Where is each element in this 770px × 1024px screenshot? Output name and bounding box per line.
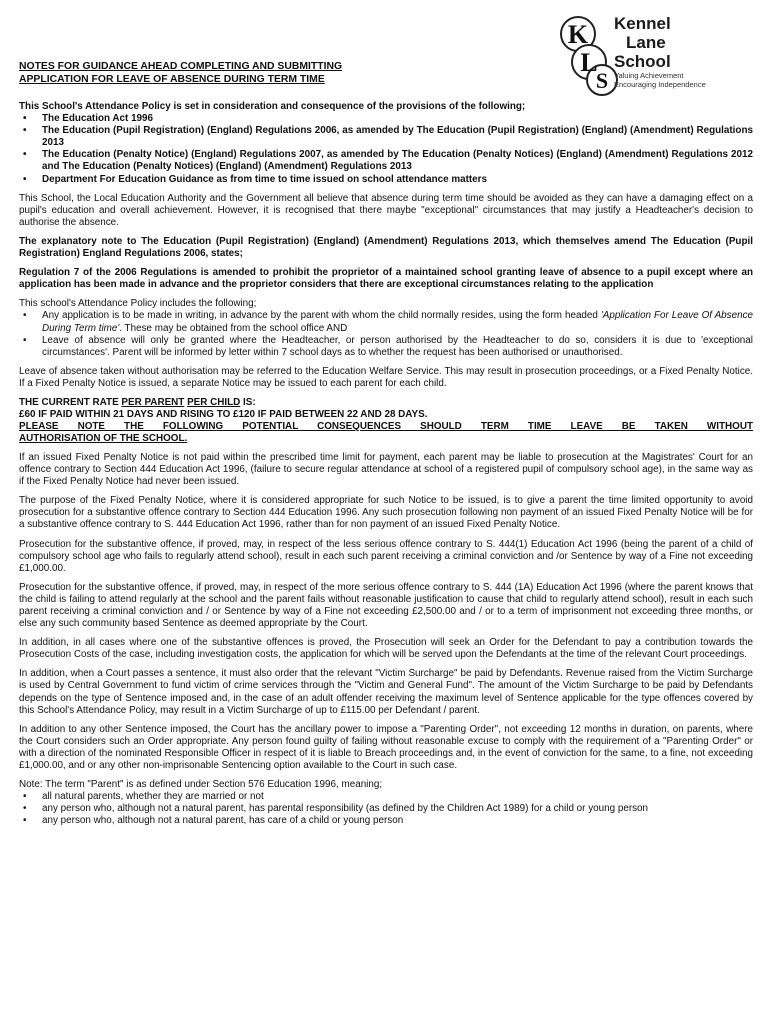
penalty-rate-amounts: £60 IF PAID WITHIN 21 DAYS AND RISING TO £120 IF PAID BETWEEN 22 AND 28 DAYS.: [19, 408, 428, 420]
paragraph-not-paid: If an issued Fixed Penalty Notice is not paid within the prescribed time limit for payment, each parent may be liable to prosecution at the Magistrates' Court for an offence contrary to Section 444 Education Act 1996, (failure to secure regular attendance at school of a registered pupil of compulsory school age), in the same way as if the Fixed Penalty Notice had never been issued.: [19, 451, 753, 488]
legislation-item: • The Education Act 1996: [19, 113, 753, 125]
legislation-item: • The Education (Penalty Notice) (England) Regulations 2007, as amended by The Education (Penalty Notices) (England) (Amendment) Regulations 2012 and The Education (Penalty Notices) (England) (Amendment) Regulations 2013: [19, 149, 753, 173]
policy-item-application-tail: . These may be obtained from the school office AND: [119, 322, 348, 334]
policy-item-authorisation: • Leave of absence will only be granted where the Headteacher, or person authorised by the Headteacher to do so, considers it is due to 'exceptional circumstances'. Parent will be informed by letter within 7 school days as to whether the request has been authorised or unauthorised.: [19, 335, 753, 359]
application-form-name: 'Application For Leave Of Absence During Term time': [42, 310, 754, 334]
document-title: [19, 60, 439, 86]
paragraph-purpose: The purpose of the Fixed Penalty Notice, where it is considered appropriate for such Notice to be issued, is to give a parent the time limited opportunity to avoid prosecution for a substantive offence contrary to Section 444 Education 1996. Any such prosecution following non payment of an issued Fixed Penalty Notice will be for a substantive offence contrary to S. 444 Education Act 1996, rather than for non payment of an issued Fixed Penalty Notice.: [19, 495, 753, 531]
rate-prefix: THE CURRENT RATE: [19, 396, 122, 408]
consequences-warning-end: AUTHORISATION OF THE SCHOOL.: [19, 432, 188, 444]
parent-definition-list: [19, 791, 753, 827]
legislation-item: • Department For Education Guidance as from time to time issued on school attendance matters: [19, 174, 753, 186]
rate-per-child: PER CHILD: [187, 396, 241, 408]
paragraph-explanatory-note: The explanatory note to The Education (Pupil Registration) (England) (Amendment) Regulations 2013, which themselves amend The Education (Pupil Registration) England Regulations 2006, states;: [19, 235, 753, 260]
legislation-list: [19, 113, 753, 186]
parent-definition-item: • all natural parents, whether they are married or not: [19, 791, 753, 803]
attendance-policy-list: [19, 310, 753, 358]
rate-per-parent: PER PARENT: [121, 396, 185, 408]
school-name-line-3: School: [614, 52, 671, 71]
consequences-warning: PLEASE NOTE THE FOLLOWING POTENTIAL CONSEQUENCES SHOULD TERM TIME LEAVE BE TAKEN WITHOUT: [19, 420, 753, 432]
paragraph-prosecution-costs: In addition, in all cases where one of the substantive offences is proved, the Prosecution will seek an Order for the Defendant to pay a contribution towards the Prosecution Costs of the case, including investigation costs, the application for which will be served upon the Defendants at the time of the relevant Court proceedings.: [19, 637, 753, 661]
document-title-line-2: APPLICATION FOR LEAVE OF ABSENCE DURING TERM TIME: [19, 74, 325, 85]
parent-definition-item: • any person who, although not a natural parent, has parental responsibility (as defined by the Children Act 1989) for a child or young person: [19, 803, 753, 815]
school-name-line-2: Lane: [626, 33, 666, 52]
policy-item-application: [19, 310, 753, 334]
policy-intro: This School's Attendance Policy is set in consideration and consequence of the provisions of the following;: [19, 101, 526, 112]
paragraph-parenting-order: In addition to any other Sentence imposed, the Court has the ancillary power to impose a "Parenting Order", not exceeding 12 months in duration, on parents, where the Court considers such an Order appropriate. Any person found guilty of failing without reasonable excuse to comply with the requirement of a "Parenting Order" or with a direction of the nominated Responsible Officer in respect of it is liable to Breach proceedings and, in the event of conviction for the same, to a fine, not exceeding £1,000.00, and or any other non-imprisonable Sentencing option available to the Court in such case.: [19, 723, 753, 772]
penalty-rate-block: [19, 397, 753, 445]
penalty-rate-heading: [19, 397, 753, 409]
document-title-line-1: NOTES FOR GUIDANCE AHEAD COMPLETING AND SUBMITTING: [19, 61, 343, 72]
parent-definition-intro: Note: The term "Parent" is as defined under Section 576 Education 1996, meaning;: [19, 779, 383, 791]
school-tagline-1: Valuing Achievement: [614, 71, 684, 80]
logo-letter-k: K: [567, 20, 589, 49]
paragraph-victim-surcharge: In addition, when a Court passes a sentence, it must also order that the relevant "Victim Surcharge" be paid by Defendants. Revenue raised from the Victim Surcharge is used by Central Government to fund victim of crime services through the "Victim and General Fund". The amount of the Victim Surcharge to be paid by Defendants depends on the type of Sentence imposed and, in the case of an adult offender receiving the maximum level of Sentence applicable for the type offences covered by this School's Attendance Policy, may result in a Victim Surcharge of up to £115.00 per Defendant / parent.: [19, 668, 753, 716]
paragraph-regulation-7: Regulation 7 of the 2006 Regulations is amended to prohibit the proprietor of a maintained school granting leave of absence to a pupil except where an application has been made in advance and the proprietor considers that there are exceptional circumstances relating to the application: [19, 267, 753, 291]
paragraph-more-serious-offence: Prosecution for the substantive offence, if proved, may, in respect of the more serious offence contrary to S. 444 (1A) Education Act 1996 (where the parent knows that the child is failing to attend regularly at the school and the parent fails without reasonable justification to cause that child to regularly attend school), result in each such parent receiving a criminal conviction and / or Sentence by way of a Fine not exceeding £2,500.00 and / or to a term of imprisonment not exceeding three months, or else any such community based Sentence as deemed appropriate by the Court.: [19, 581, 753, 630]
school-name-block: [614, 14, 706, 89]
school-tagline-2: Encouraging Independence: [614, 80, 706, 89]
school-name-line-1: Kennel: [614, 14, 671, 33]
paragraph-less-serious-offence: Prosecution for the substantive offence, if proved, may, in respect of the less serious offence contrary to S. 444(1) Education Act 1996 (being the parent of a child of compulsory school age who fails to regularly attend school), result in each such parent receiving a criminal conviction and /or Sentence by way of a Fine not exceeding £1,000.00.: [19, 538, 753, 574]
rate-suffix: IS:: [240, 396, 256, 408]
parent-definition-item: • any person who, although not a natural parent, has care of a child or young person: [19, 815, 753, 827]
legislation-item: • The Education (Pupil Registration) (England) Regulations 2006, as amended by The Education (Pupil Registration) (England) (Amendment) Regulations 2013: [19, 125, 753, 149]
logo-letter-l: L: [580, 48, 598, 77]
document-body: [19, 101, 753, 835]
attendance-policy-intro: This school's Attendance Policy includes the following;: [19, 298, 257, 310]
logo-letter-s: S: [595, 68, 609, 93]
paragraph-unauthorised-leave: Leave of absence taken without authorisation may be referred to the Education Welfare Service. This may result in prosecution proceedings, or a Fixed Penalty Notice. If a Fixed Penalty Notice is issued, a separate Notice may be issued to each parent for each child.: [19, 365, 753, 389]
policy-item-application-text: Any application is to be made in writing, in advance by the parent with whom the child normally resides, using the form headed: [42, 310, 601, 322]
paragraph-belief: This School, the Local Education Authority and the Government all believe that absence during term time should be avoided as they can have a damaging effect on a pupil's education and overall achievement. However, it is recognised that there maybe "exceptional" circumstances that may justify a Headteacher's decision to authorise the absence.: [19, 192, 753, 228]
